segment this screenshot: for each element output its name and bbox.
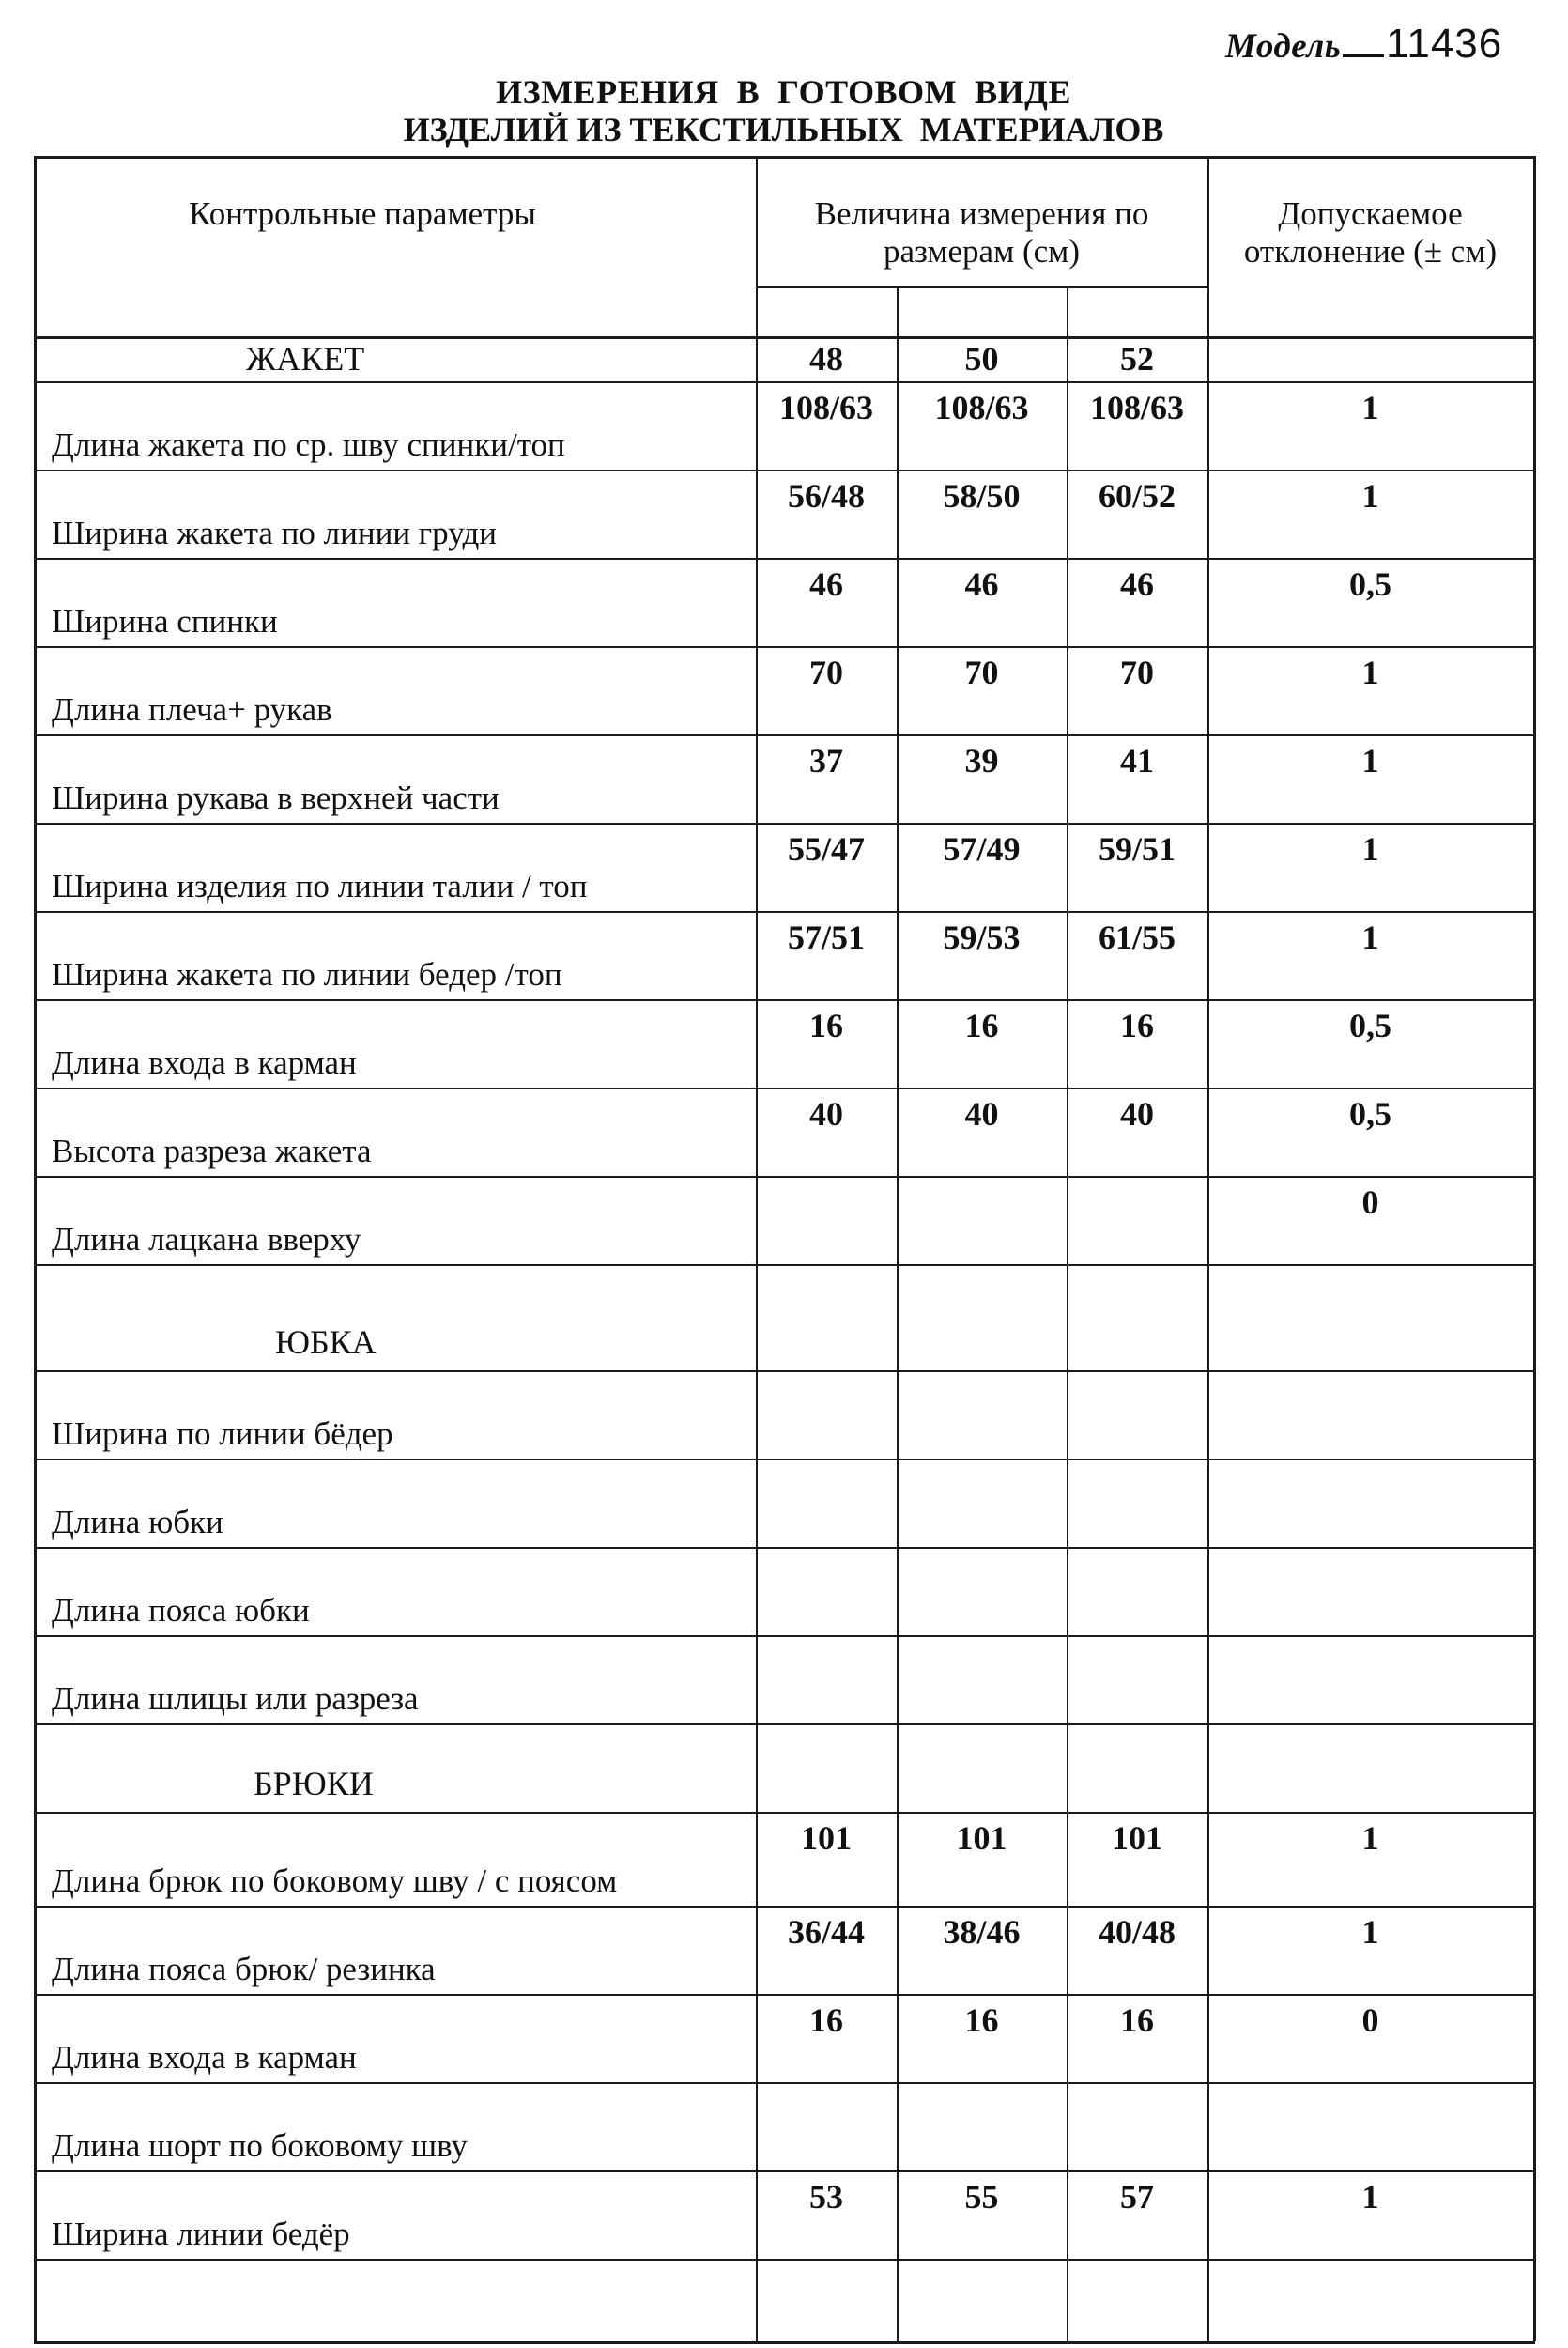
tolerance-value: 1 — [1361, 1913, 1379, 1951]
grid-line — [34, 1723, 1535, 1725]
param-label: Длина лацкана вверху — [52, 1221, 361, 1258]
tolerance-value: 0,5 — [1349, 1095, 1391, 1133]
section-title: ЖАКЕТ — [246, 340, 365, 378]
tolerance-value: 1 — [1361, 1819, 1379, 1857]
value-size-50: 70 — [964, 654, 999, 691]
value-size-50: 38/46 — [943, 1913, 1021, 1951]
tolerance-value: 1 — [1361, 2178, 1379, 2216]
value-size-48: 46 — [809, 565, 843, 603]
value-size-50: 59/53 — [943, 919, 1021, 956]
document-title-line-2: ИЗДЕЛИЙ ИЗ ТЕКСТИЛЬНЫХ МАТЕРИАЛОВ — [403, 111, 1164, 148]
size-label: 48 — [809, 340, 843, 378]
grid-line — [34, 558, 1535, 560]
grid-line — [1533, 156, 1536, 2341]
value-size-48: 37 — [809, 742, 843, 780]
grid-line — [34, 156, 37, 2341]
header-sizes-line-1: Величина измерения по — [814, 195, 1149, 232]
value-size-52: 40/48 — [1098, 1913, 1176, 1951]
param-label: Длина шлицы или разреза — [52, 1680, 419, 1717]
size-label: 52 — [1120, 340, 1154, 378]
param-label: Ширина линии бедёр — [52, 2216, 350, 2252]
grid-line — [34, 1176, 1535, 1178]
grid-line — [34, 2259, 1535, 2261]
value-size-50: 40 — [964, 1095, 999, 1133]
param-label: Длина входа в карман — [52, 2039, 357, 2076]
value-size-50: 46 — [964, 565, 999, 603]
value-size-52: 108/63 — [1089, 389, 1184, 426]
grid-line — [34, 1635, 1535, 1637]
grid-line — [34, 1812, 1535, 1814]
param-label: Ширина жакета по линии бедер /топ — [52, 956, 562, 993]
tolerance-value: 1 — [1361, 742, 1379, 780]
value-size-48: 16 — [809, 1007, 843, 1044]
grid-line — [34, 1994, 1535, 1996]
grid-line — [34, 1264, 1535, 1266]
value-size-48: 55/47 — [787, 830, 865, 868]
grid-line — [34, 1088, 1535, 1089]
header-params — [34, 195, 691, 233]
tolerance-value: 1 — [1361, 389, 1379, 426]
param-label: Длина пояса брюк/ резинка — [52, 1951, 436, 1987]
value-size-52: 16 — [1120, 1007, 1154, 1044]
value-size-52: 46 — [1120, 565, 1154, 603]
value-size-50: 101 — [956, 1819, 1007, 1857]
tolerance-value: 0,5 — [1349, 1007, 1391, 1044]
grid-line — [34, 1547, 1535, 1549]
value-size-52: 70 — [1120, 654, 1154, 691]
param-label: Длина жакета по ср. шву спинки/топ — [52, 426, 565, 463]
grid-line — [34, 911, 1535, 913]
header-tolerance-line-1: Допускаемое — [1278, 195, 1463, 232]
value-size-50: 55 — [964, 2178, 999, 2216]
header-sizes — [756, 195, 1207, 270]
section-title: БРЮКИ — [254, 1765, 374, 1802]
value-size-52: 41 — [1120, 742, 1154, 780]
grid-line — [34, 1906, 1535, 1908]
grid-line — [34, 336, 1535, 339]
tolerance-value: 1 — [1361, 654, 1379, 691]
value-size-48: 53 — [809, 2178, 843, 2216]
value-size-48: 40 — [809, 1095, 843, 1133]
header-sizes-line-2: размерам (см) — [884, 233, 1080, 270]
param-label: Длина входа в карман — [52, 1044, 357, 1081]
value-size-50: 57/49 — [943, 830, 1021, 868]
value-size-52: 40 — [1120, 1095, 1154, 1133]
param-label: Высота разреза жакета — [52, 1133, 372, 1169]
param-label: Длина плеча+ рукав — [52, 691, 332, 728]
model-label: Модель — [1225, 27, 1342, 66]
value-size-50: 39 — [964, 742, 999, 780]
param-label: Ширина изделия по линии талии / топ — [52, 868, 588, 904]
tolerance-value: 1 — [1361, 919, 1379, 956]
tolerance-value: 1 — [1361, 830, 1379, 868]
param-label: Ширина рукава в верхней части — [52, 780, 500, 816]
model-number-value: 11436 — [1386, 21, 1503, 67]
tolerance-value: 0,5 — [1349, 565, 1391, 603]
grid-line — [34, 470, 1535, 471]
grid-line — [34, 646, 1535, 648]
value-size-52: 60/52 — [1098, 477, 1176, 515]
value-size-48: 36/44 — [787, 1913, 865, 1951]
value-size-50: 108/63 — [934, 389, 1029, 426]
grid-line — [756, 286, 1209, 288]
value-size-48: 70 — [809, 654, 843, 691]
param-label: Длина брюк по боковому шву / с поясом — [52, 1862, 618, 1899]
value-size-52: 101 — [1112, 1819, 1162, 1857]
grid-line — [34, 1370, 1535, 1372]
size-label: 50 — [964, 340, 999, 378]
value-size-52: 59/51 — [1098, 830, 1176, 868]
param-label: Длина пояса юбки — [52, 1592, 310, 1629]
header-tolerance — [1207, 195, 1533, 270]
value-size-50: 16 — [964, 2001, 999, 2039]
header-tolerance-line-2: отклонение (± см) — [1243, 233, 1498, 270]
grid-line — [34, 2082, 1535, 2084]
grid-line — [34, 823, 1535, 825]
param-label: Ширина спинки — [52, 603, 278, 640]
grid-line — [34, 2170, 1535, 2172]
tolerance-value: 0 — [1361, 1183, 1379, 1221]
grid-line — [34, 999, 1535, 1001]
param-label: Ширина по линии бёдер — [52, 1415, 393, 1452]
value-size-48: 101 — [801, 1819, 852, 1857]
value-size-52: 16 — [1120, 2001, 1154, 2039]
value-size-52: 61/55 — [1098, 919, 1176, 956]
param-label: Ширина жакета по линии груди — [52, 515, 498, 551]
value-size-52: 57 — [1120, 2178, 1154, 2216]
value-size-50: 58/50 — [943, 477, 1021, 515]
section-title: ЮБКА — [275, 1323, 377, 1361]
value-size-48: 56/48 — [787, 477, 865, 515]
grid-line — [34, 2341, 1535, 2344]
tolerance-value: 1 — [1361, 477, 1379, 515]
header-params-label: Контрольные параметры — [189, 195, 536, 232]
value-size-50: 16 — [964, 1007, 999, 1044]
param-label: Длина юбки — [52, 1504, 223, 1540]
param-label: Длина шорт по боковому шву — [52, 2127, 468, 2164]
value-size-48: 57/51 — [787, 919, 865, 956]
grid-line — [34, 156, 1535, 159]
document-title-line-1: ИЗМЕРЕНИЯ В ГОТОВОМ ВИДЕ — [496, 73, 1071, 111]
grid-line — [34, 734, 1535, 736]
tolerance-value: 0 — [1361, 2001, 1379, 2039]
value-size-48: 108/63 — [778, 389, 873, 426]
grid-line — [34, 381, 1535, 383]
value-size-48: 16 — [809, 2001, 843, 2039]
grid-line — [34, 1459, 1535, 1460]
